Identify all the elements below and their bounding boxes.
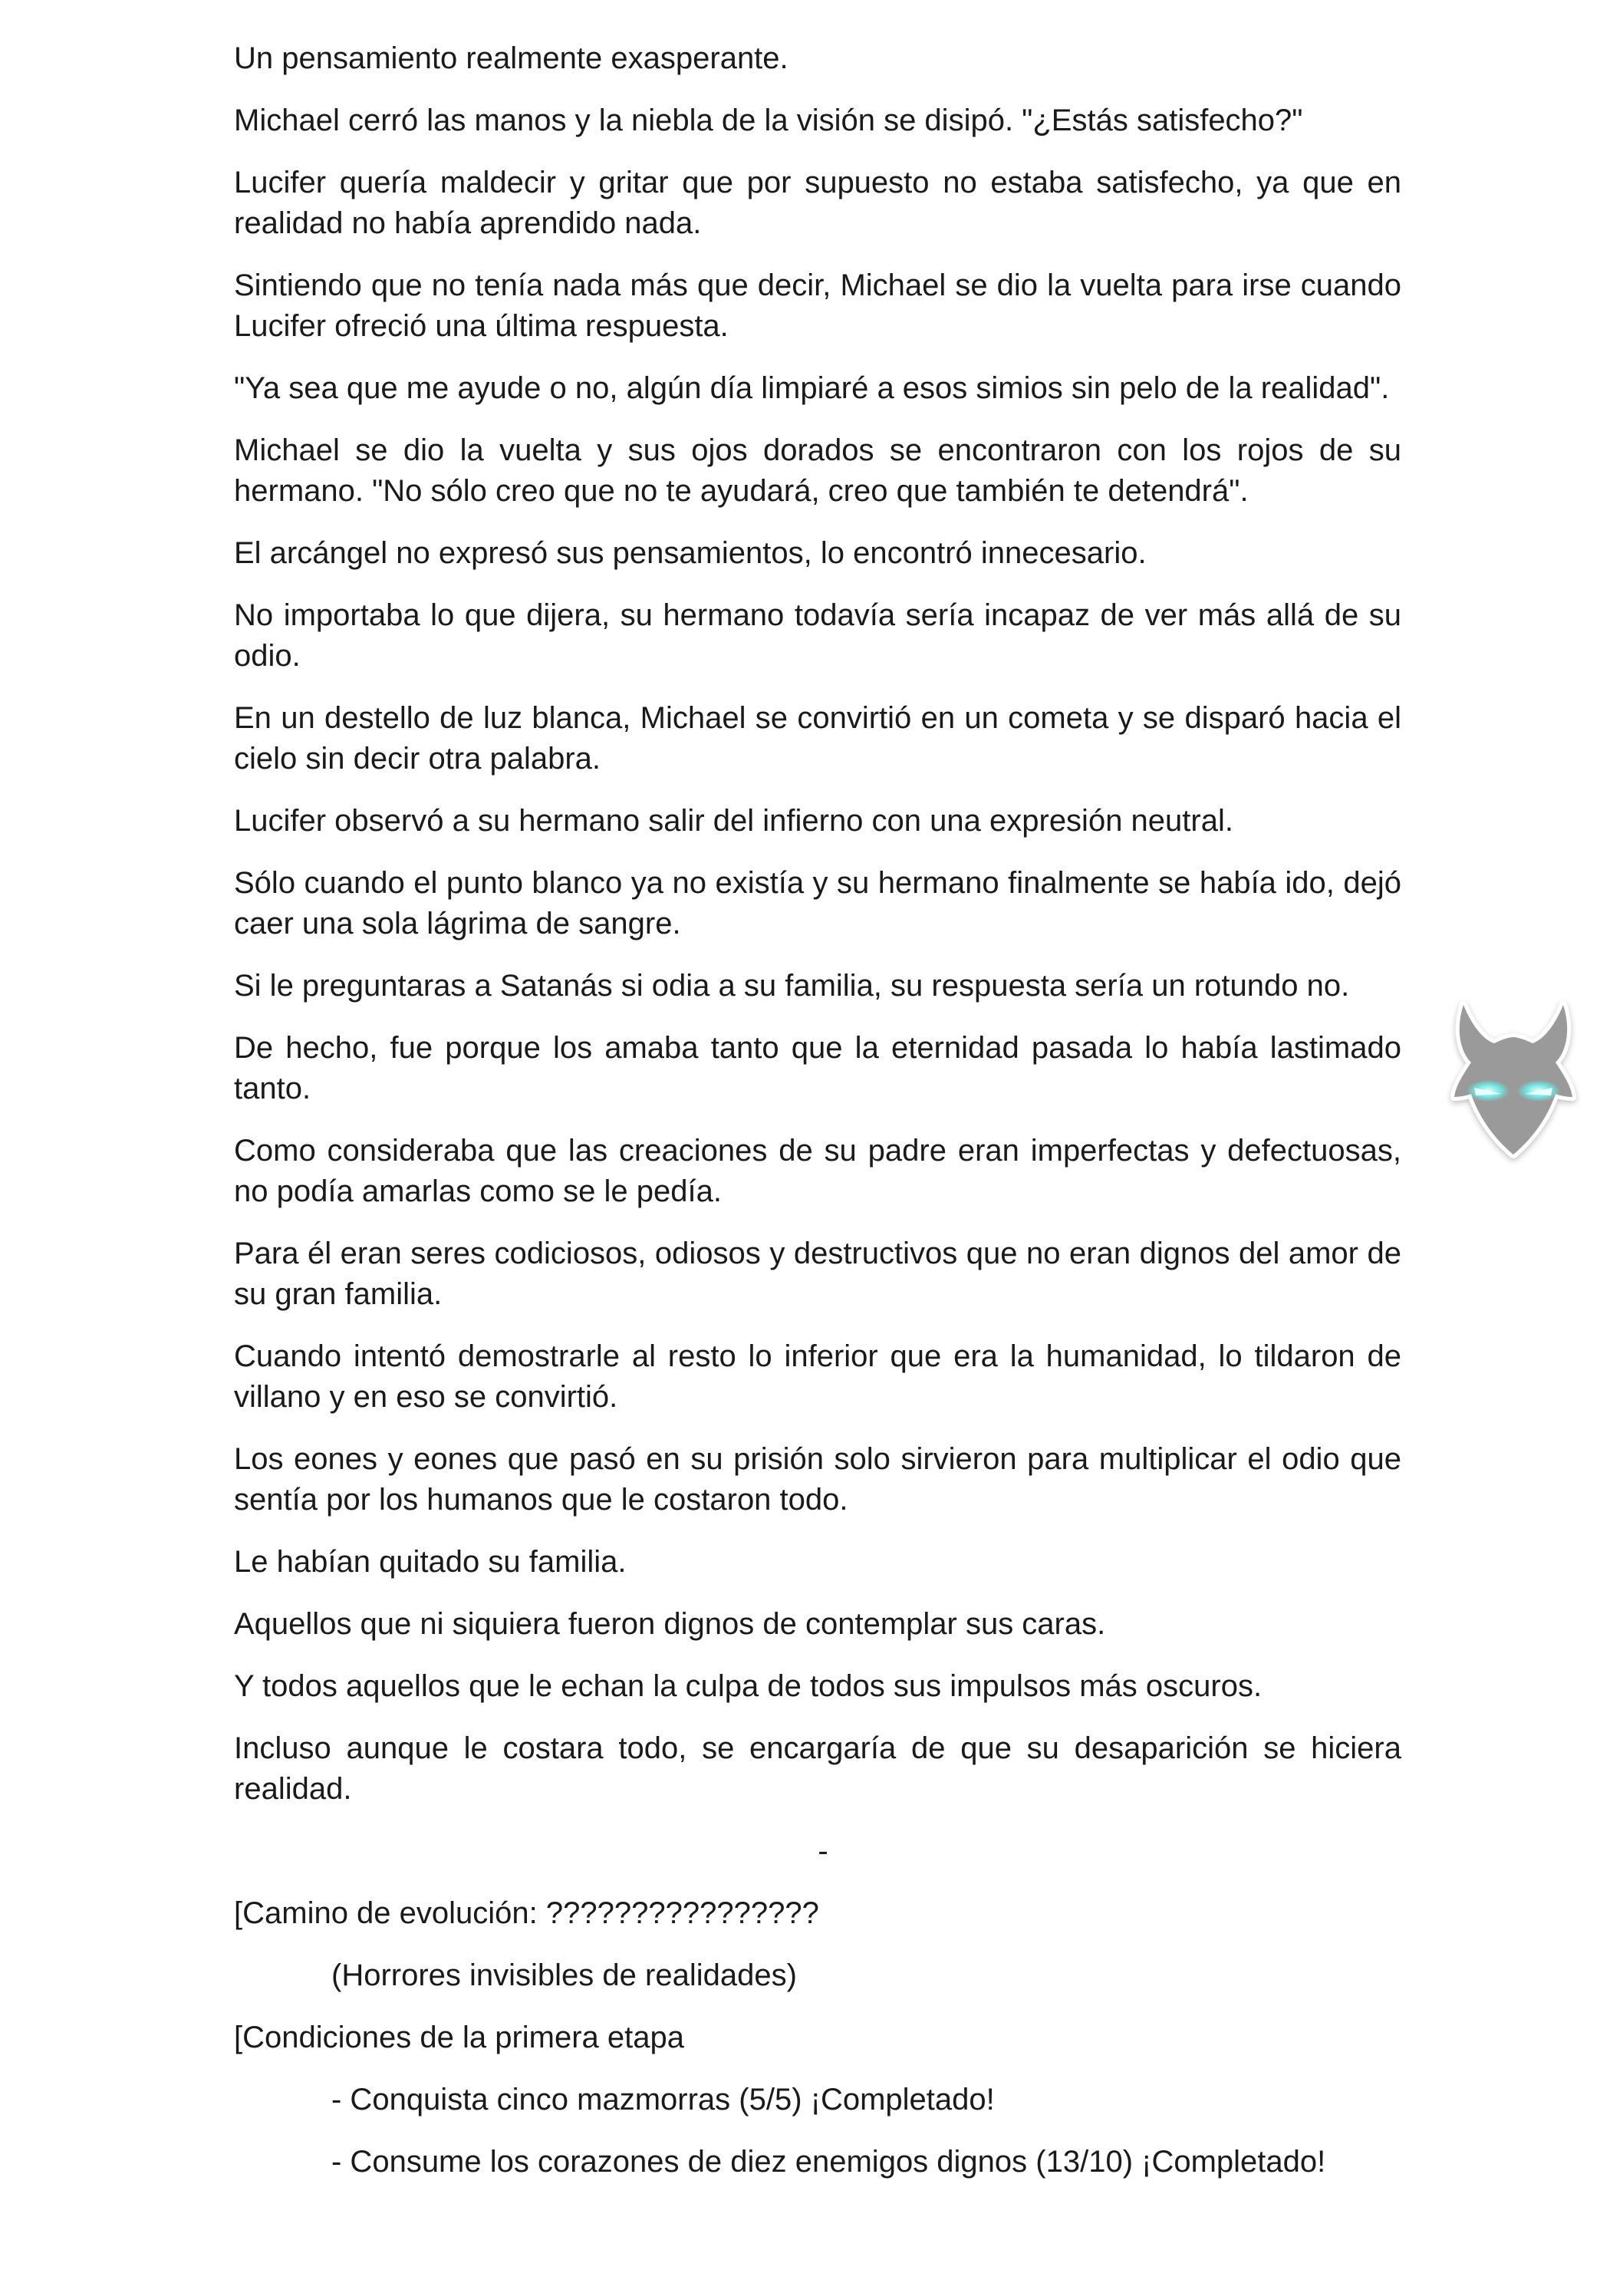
- condition-line: - Conquista cinco mazmorras (5/5) ¡Completado!: [331, 2083, 995, 2116]
- paragraph: Aquellos que ni siquiera fueron dignos de contemplar sus caras.: [234, 1607, 1106, 1641]
- paragraph: Y todos aquellos que le echan la culpa de todos sus impulsos más oscuros.: [234, 1669, 1263, 1703]
- text-column: [234, 38, 1401, 2204]
- paragraph: Cuando intentó demostrarle al resto lo inferior que era la humanidad, lo tildaron de villano y en eso se convirtió.: [234, 1339, 1401, 1414]
- evolution-subtitle-line: (Horrores invisibles de realidades): [331, 1958, 797, 1992]
- paragraph: Sólo cuando el punto blanco ya no existía y su hermano finalmente se había ido, dejó caer una sola lágrima de sangre.: [234, 866, 1401, 940]
- paragraph: Le habían quitado su familia.: [234, 1545, 627, 1579]
- section-separator: -: [818, 1834, 828, 1868]
- paragraph: Michael cerró las manos y la niebla de la visión se disipó. "¿Estás satisfecho?": [234, 104, 1303, 137]
- paragraph: Lucifer observó a su hermano salir del infierno con una expresión neutral.: [234, 804, 1233, 838]
- paragraph: Como consideraba que las creaciones de su padre eran imperfectas y defectuosas, no podía amarlas como se le pedía.: [234, 1134, 1401, 1208]
- paragraph: El arcángel no expresó sus pensamientos, lo encontró innecesario.: [234, 536, 1147, 570]
- paragraph: Si le preguntaras a Satanás si odia a su familia, su respuesta sería un rotundo no.: [234, 969, 1350, 1003]
- paragraph: De hecho, fue porque los amaba tanto que la eternidad pasada lo había lastimado tanto.: [234, 1031, 1401, 1105]
- paragraph: Un pensamiento realmente exasperante.: [234, 41, 788, 75]
- paragraph: Incluso aunque le costara todo, se encargaría de que su desaparición se hiciera realidad.: [234, 1731, 1401, 1806]
- paragraph: Michael se dio la vuelta y sus ojos dorados se encontraron con los rojos de su hermano. "No sólo creo que no te ayudará, creo que también te detendrá".: [234, 433, 1401, 508]
- evolution-path-line: [Camino de evolución: ????????????????: [234, 1896, 819, 1930]
- paragraph: Lucifer quería maldecir y gritar que por supuesto no estaba satisfecho, ya que en realidad no había aprendido nada.: [234, 166, 1401, 240]
- paragraph: "Ya sea que me ayude o no, algún día limpiaré a esos simios sin pelo de la realidad".: [234, 371, 1390, 405]
- condition-line: - Consume los corazones de diez enemigos dignos (13/10) ¡Completado!: [331, 2145, 1326, 2179]
- paragraph: Para él eran seres codiciosos, odiosos y destructivos que no eran dignos del amor de su gran familia.: [234, 1237, 1401, 1311]
- demon-head-icon: [1440, 997, 1586, 1166]
- stage-conditions-line: [Condiciones de la primera etapa: [234, 2021, 685, 2054]
- paragraph: Los eones y eones que pasó en su prisión solo sirvieron para multiplicar el odio que sentía por los humanos que le costaron todo.: [234, 1442, 1401, 1517]
- paragraph: Sintiendo que no tenía nada más que decir, Michael se dio la vuelta para irse cuando Lucifer ofreció una última respuesta.: [234, 268, 1401, 343]
- paragraph: En un destello de luz blanca, Michael se convirtió en un cometa y se disparó hacia el cielo sin decir otra palabra.: [234, 701, 1401, 776]
- paragraph: No importaba lo que dijera, su hermano todavía sería incapaz de ver más allá de su odio.: [234, 598, 1401, 673]
